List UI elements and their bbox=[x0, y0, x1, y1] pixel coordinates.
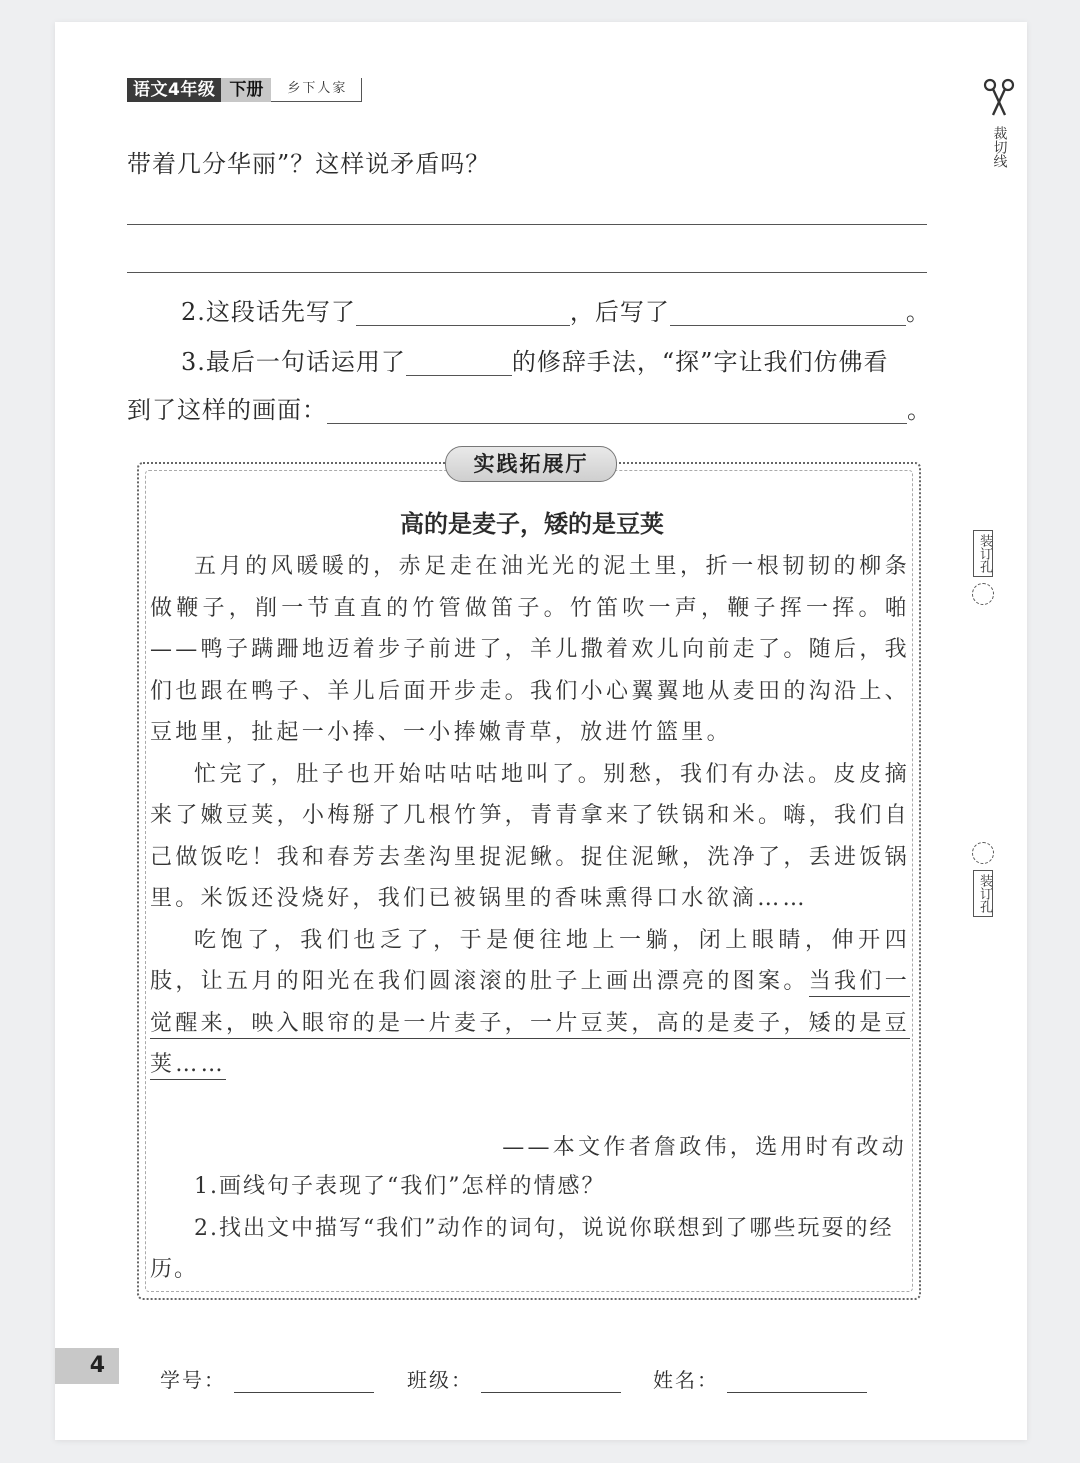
scissors-icon bbox=[982, 78, 1016, 118]
practice-questions bbox=[150, 1166, 910, 1291]
worksheet-page bbox=[55, 22, 1027, 1440]
question-3-line2 bbox=[127, 390, 932, 425]
practice-question-1: 1.画线句子表现了“我们”怎样的情感？ bbox=[194, 1174, 606, 1199]
question-continuation: 带着几分华丽”？这样说矛盾吗？ bbox=[127, 150, 491, 178]
passage-title: 高的是麦子，矮的是豆荚 bbox=[400, 510, 664, 538]
grade-label: 语文4年级 bbox=[127, 78, 221, 102]
answer-blank[interactable] bbox=[356, 299, 570, 326]
binding-hole-upper bbox=[969, 530, 997, 611]
answer-line[interactable] bbox=[127, 272, 927, 273]
question-2-start: 2.这段话先写了 bbox=[181, 298, 356, 326]
binding-hole-circle bbox=[972, 842, 994, 864]
answer-blank[interactable] bbox=[327, 397, 907, 424]
class-input[interactable] bbox=[481, 1372, 621, 1393]
passage-paragraph: 忙完了，肚子也开始咕咕咕地叫了。别愁，我们有办法。皮皮摘来了嫩豆荚，小梅掰了几根竹笋，青青拿来了铁锅和米。嗨，我们自己做饭吃！我和春芳去垄沟里捉泥鳅。捉住泥鳅，洗净了，丢进饭锅里。米饭还没烧好，我们已被锅里的香味熏得口水欲滴…… bbox=[150, 761, 910, 911]
question-3-after: 的修辞手法，“探”字让我们仿佛看 bbox=[511, 348, 889, 376]
binding-label: 装订孔 bbox=[973, 530, 993, 577]
binding-label: 装订孔 bbox=[973, 870, 993, 917]
answer-blank[interactable] bbox=[670, 299, 906, 326]
cut-line-label: 裁切线 bbox=[991, 126, 1008, 168]
practice-section-title: 实践拓展厅 bbox=[445, 446, 617, 482]
answer-line[interactable] bbox=[127, 224, 927, 225]
answer-blank[interactable] bbox=[406, 349, 512, 376]
question-2-middle: ，后写了 bbox=[569, 298, 670, 326]
practice-question-2: 2.找出文中描写“我们”动作的词句，说说你联想到了哪些玩耍的经历。 bbox=[150, 1215, 894, 1282]
question-3-line2-text: 到了这样的画面： bbox=[127, 396, 327, 424]
name-field bbox=[653, 1364, 867, 1393]
name-input[interactable] bbox=[727, 1372, 867, 1393]
class-label: 班级： bbox=[407, 1368, 473, 1392]
question-3-start: 3.最后一句话运用了 bbox=[181, 348, 406, 376]
name-label: 姓名： bbox=[653, 1368, 719, 1392]
cut-line-marker bbox=[979, 78, 1019, 168]
question-2 bbox=[181, 292, 931, 327]
passage-source: ——本文作者詹政伟，选用时有改动 bbox=[502, 1135, 907, 1160]
passage-paragraph: 五月的风暖暖的，赤足走在油光光的泥土里，折一根韧韧的柳条做鞭子，削一节直直的竹管做笛子。竹笛吹一声，鞭子挥一挥。啪——鸭子蹒跚地迈着步子前进了，羊儿撒着欢儿向前走了。随后，我们也跟在鸭子、羊儿后面开步走。我们小心翼翼地从麦田的沟沿上、豆地里，扯起一小捧、一小捧嫩青草，放进竹篮里。 bbox=[150, 554, 910, 745]
question-2-end: 。 bbox=[905, 298, 931, 326]
passage-paragraph-3-text: 吃饱了，我们也乏了，于是便往地上一躺，闭上眼睛，伸开四肢，让五月的阳光在我们圆滚滚的肚子上画出漂亮的图案。 bbox=[150, 927, 910, 994]
class-field bbox=[407, 1364, 621, 1393]
lesson-title: 乡下人家 bbox=[271, 78, 362, 102]
volume-label: 下册 bbox=[221, 78, 271, 102]
student-id-label: 学号： bbox=[160, 1368, 226, 1392]
page-number: 4 bbox=[55, 1348, 119, 1384]
question-3-end: 。 bbox=[907, 396, 932, 424]
binding-hole-lower bbox=[969, 836, 997, 917]
student-id-field bbox=[160, 1364, 374, 1393]
student-id-input[interactable] bbox=[234, 1372, 374, 1393]
underlined-sentence: 当我们一觉醒来，映入眼帘的是一片麦子，一片豆荚，高的是麦子，矮的是豆荚…… bbox=[150, 969, 910, 1080]
page-header bbox=[127, 78, 362, 102]
question-3-line1 bbox=[181, 342, 888, 377]
reading-passage bbox=[150, 546, 910, 1086]
passage-paragraph-3 bbox=[150, 920, 910, 1086]
binding-hole-circle bbox=[972, 583, 994, 605]
